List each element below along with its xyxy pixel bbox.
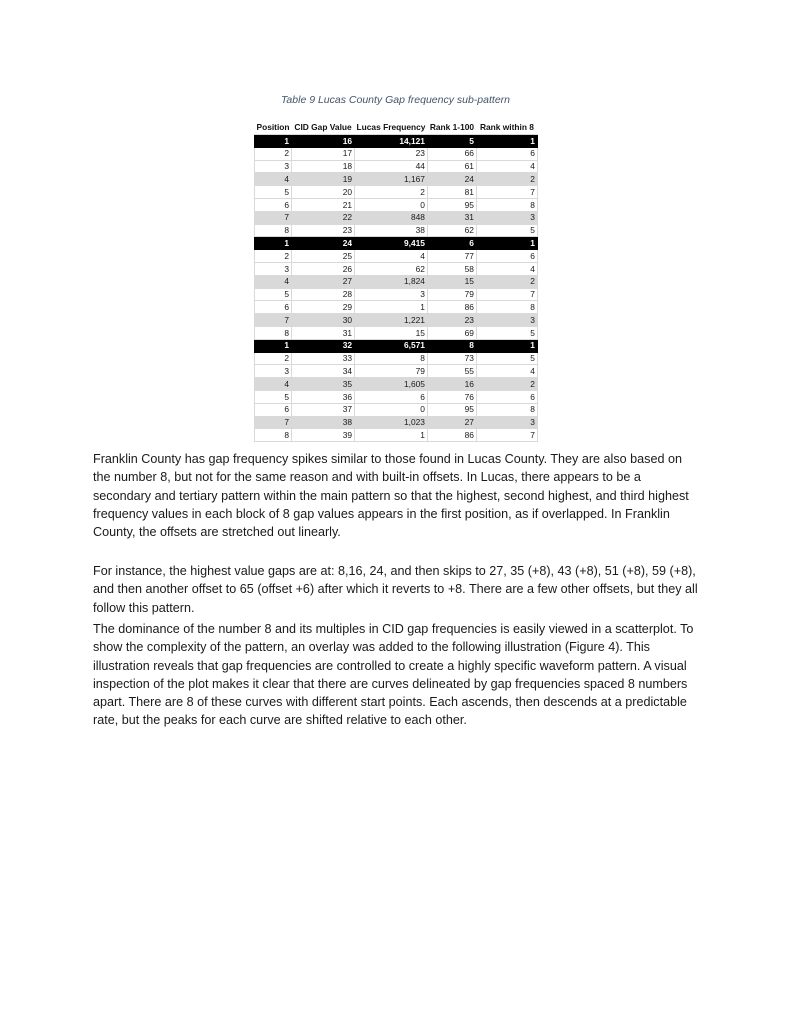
paragraph-1: Franklin County has gap frequency spikes similar to those found in Lucas County. They are also based on the number 8, but not for the same reason and with built-in offsets. In Lucas, there appears to be a secondary and tertiary pattern within the main pattern so that the highest, second highest, and third highest frequency values in each block of 8 gap values appears in the first position, as if overlapped. In Franklin County, the offsets are stretched out linearly. [93,452,689,540]
cell-cid-gap-value: 19 [292,173,355,186]
cell-rank-within-8: 2 [476,173,537,186]
table-header-row [255,121,538,135]
cell-position: 7 [255,211,292,224]
cell-lucas-frequency: 4 [355,250,428,263]
cell-lucas-frequency: 9,415 [355,237,428,250]
cell-cid-gap-value: 31 [292,326,355,339]
cell-rank-within-8: 6 [476,147,537,160]
cell-rank-1-100: 66 [427,147,476,160]
cell-rank-within-8: 3 [476,314,537,327]
cell-position: 6 [255,198,292,211]
cell-position: 2 [255,352,292,365]
cell-position: 4 [255,275,292,288]
table-row [255,147,538,160]
cell-rank-1-100: 61 [427,160,476,173]
cell-rank-1-100: 23 [427,314,476,327]
cell-cid-gap-value: 23 [292,224,355,237]
cell-cid-gap-value: 28 [292,288,355,301]
cell-cid-gap-value: 33 [292,352,355,365]
cell-cid-gap-value: 36 [292,390,355,403]
cell-lucas-frequency: 1 [355,429,428,442]
cell-position: 1 [255,237,292,250]
cell-lucas-frequency: 3 [355,288,428,301]
cell-rank-within-8: 7 [476,429,537,442]
cell-rank-1-100: 58 [427,262,476,275]
table-row [255,314,538,327]
cell-cid-gap-value: 37 [292,403,355,416]
cell-rank-1-100: 16 [427,378,476,391]
cell-rank-within-8: 5 [476,352,537,365]
cell-lucas-frequency: 23 [355,147,428,160]
cell-rank-1-100: 24 [427,173,476,186]
cell-lucas-frequency: 1 [355,301,428,314]
cell-rank-1-100: 86 [427,429,476,442]
cell-cid-gap-value: 29 [292,301,355,314]
cell-rank-within-8: 7 [476,186,537,199]
table-row [255,429,538,442]
cell-rank-1-100: 27 [427,416,476,429]
cell-position: 8 [255,224,292,237]
table-row [255,250,538,263]
cell-rank-within-8: 8 [476,403,537,416]
cell-rank-1-100: 73 [427,352,476,365]
cell-cid-gap-value: 26 [292,262,355,275]
cell-position: 4 [255,173,292,186]
cell-position: 5 [255,390,292,403]
cell-rank-1-100: 69 [427,326,476,339]
cell-rank-1-100: 6 [427,237,476,250]
cell-cid-gap-value: 18 [292,160,355,173]
cell-rank-within-8: 6 [476,390,537,403]
cell-lucas-frequency: 0 [355,403,428,416]
cell-lucas-frequency: 1,605 [355,378,428,391]
cell-rank-1-100: 55 [427,365,476,378]
cell-rank-within-8: 4 [476,262,537,275]
cell-lucas-frequency: 44 [355,160,428,173]
table-row [255,365,538,378]
cell-position: 2 [255,147,292,160]
cell-cid-gap-value: 16 [292,135,355,148]
cell-position: 6 [255,301,292,314]
table-row [255,211,538,224]
cell-rank-1-100: 62 [427,224,476,237]
cell-cid-gap-value: 25 [292,250,355,263]
table-row [255,301,538,314]
table-row [255,275,538,288]
cell-rank-within-8: 5 [476,326,537,339]
cell-position: 2 [255,250,292,263]
table-row [255,403,538,416]
cell-cid-gap-value: 21 [292,198,355,211]
cell-lucas-frequency: 14,121 [355,135,428,148]
cell-cid-gap-value: 20 [292,186,355,199]
cell-rank-within-8: 4 [476,160,537,173]
paragraph-3: The dominance of the number 8 and its multiples in CID gap frequencies is easily viewed in a scatterplot. To show the complexity of the pattern, an overlay was added to the following illustration (Figure 4). This illustration reveals that gap frequencies are controlled to create a highly specific waveform pattern. A visual inspection of the plot makes it clear that there are curves delineated by gap frequencies spaced 8 numbers apart. There are 8 of these curves with different start points. Each ascends, then descends at a predictable rate, but the peaks for each curve are shifted relative to each other. [93,622,694,728]
cell-lucas-frequency: 1,221 [355,314,428,327]
cell-rank-1-100: 5 [427,135,476,148]
cell-position: 8 [255,429,292,442]
gap-frequency-table [254,121,538,442]
header-lucas-frequency: Lucas Frequency [355,121,428,135]
cell-cid-gap-value: 22 [292,211,355,224]
header-rank-within-8: Rank within 8 [476,121,537,135]
table-row [255,352,538,365]
cell-position: 3 [255,365,292,378]
header-cid-gap-value: CID Gap Value [292,121,355,135]
cell-rank-within-8: 6 [476,250,537,263]
cell-position: 4 [255,378,292,391]
cell-lucas-frequency: 1,023 [355,416,428,429]
cell-rank-1-100: 79 [427,288,476,301]
cell-position: 1 [255,339,292,352]
cell-position: 7 [255,314,292,327]
table-row [255,326,538,339]
cell-rank-within-8: 3 [476,416,537,429]
cell-lucas-frequency: 38 [355,224,428,237]
cell-cid-gap-value: 38 [292,416,355,429]
cell-lucas-frequency: 1,824 [355,275,428,288]
table-row [255,262,538,275]
cell-rank-1-100: 95 [427,198,476,211]
cell-rank-within-8: 4 [476,365,537,378]
header-rank-1-100: Rank 1-100 [427,121,476,135]
cell-position: 8 [255,326,292,339]
table-row [255,198,538,211]
cell-lucas-frequency: 2 [355,186,428,199]
cell-rank-within-8: 8 [476,301,537,314]
cell-rank-1-100: 86 [427,301,476,314]
table-row [255,390,538,403]
cell-position: 7 [255,416,292,429]
table-row [255,378,538,391]
cell-cid-gap-value: 17 [292,147,355,160]
table-row [255,339,538,352]
cell-rank-1-100: 15 [427,275,476,288]
cell-position: 6 [255,403,292,416]
cell-lucas-frequency: 6,571 [355,339,428,352]
cell-lucas-frequency: 8 [355,352,428,365]
cell-rank-1-100: 31 [427,211,476,224]
cell-cid-gap-value: 32 [292,339,355,352]
cell-lucas-frequency: 848 [355,211,428,224]
cell-cid-gap-value: 30 [292,314,355,327]
cell-lucas-frequency: 79 [355,365,428,378]
cell-rank-1-100: 8 [427,339,476,352]
cell-rank-within-8: 3 [476,211,537,224]
cell-rank-1-100: 95 [427,403,476,416]
cell-lucas-frequency: 15 [355,326,428,339]
table-row [255,288,538,301]
table-row [255,224,538,237]
cell-cid-gap-value: 35 [292,378,355,391]
cell-rank-1-100: 76 [427,390,476,403]
cell-rank-1-100: 81 [427,186,476,199]
cell-rank-within-8: 1 [476,237,537,250]
table-row [255,173,538,186]
cell-rank-within-8: 2 [476,275,537,288]
cell-position: 3 [255,262,292,275]
cell-cid-gap-value: 39 [292,429,355,442]
table-caption: Table 9 Lucas County Gap frequency sub-pattern [280,94,510,106]
cell-rank-within-8: 8 [476,198,537,211]
cell-lucas-frequency: 0 [355,198,428,211]
cell-lucas-frequency: 6 [355,390,428,403]
cell-position: 5 [255,288,292,301]
cell-lucas-frequency: 62 [355,262,428,275]
table-row [255,135,538,148]
header-position: Position [255,121,292,135]
table-row [255,186,538,199]
cell-rank-within-8: 2 [476,378,537,391]
cell-position: 5 [255,186,292,199]
cell-rank-within-8: 7 [476,288,537,301]
table-row [255,416,538,429]
cell-position: 1 [255,135,292,148]
cell-lucas-frequency: 1,167 [355,173,428,186]
cell-rank-within-8: 1 [476,339,537,352]
cell-cid-gap-value: 34 [292,365,355,378]
table-row [255,237,538,250]
cell-rank-within-8: 1 [476,135,537,148]
cell-cid-gap-value: 27 [292,275,355,288]
cell-rank-1-100: 77 [427,250,476,263]
cell-cid-gap-value: 24 [292,237,355,250]
paragraph-2: For instance, the highest value gaps are at: 8,16, 24, and then skips to 27, 35 (+8), 43 (+8), 51 (+8), 59 (+8), and then another offset to 65 (offset +6) after which it reverts to +8. There are a few other offsets, but they all follow this pattern. [93,564,698,615]
table-row [255,160,538,173]
cell-position: 3 [255,160,292,173]
cell-rank-within-8: 5 [476,224,537,237]
